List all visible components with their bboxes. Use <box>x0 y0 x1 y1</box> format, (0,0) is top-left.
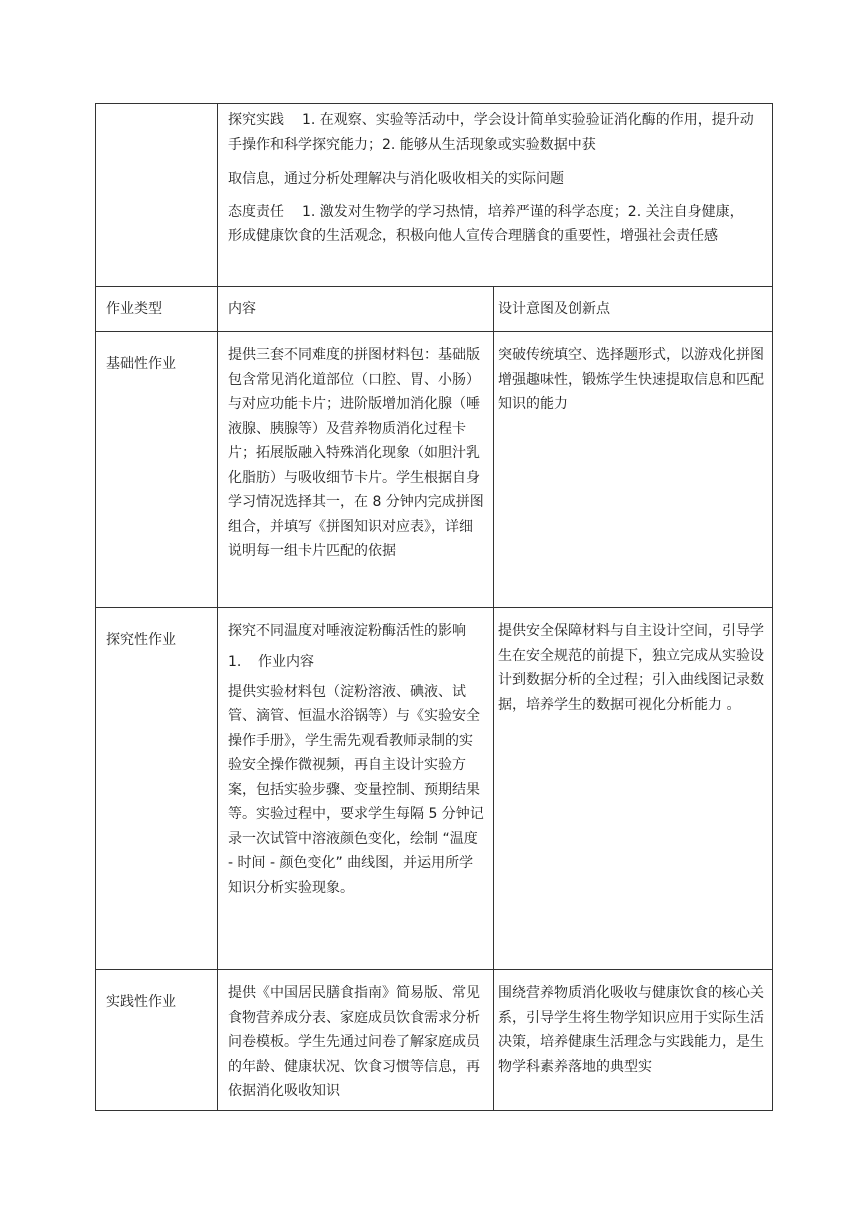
attitude-text: 1. 激发对生物学的学习热情，培养严谨的科学态度；2. 关注自身健康，形成健康饮食的生活观念，积极向他人宣传合理膳食的重要性，增强社会责任感 <box>228 203 744 244</box>
row-content-cell <box>218 970 494 1111</box>
row-intent-cell <box>494 608 773 970</box>
table-row-inquiry <box>96 608 773 970</box>
item-number: 1. <box>228 653 242 670</box>
row-content-title: 探究不同温度对唾液淀粉酶活性的影响 <box>228 623 466 639</box>
table-row-basic <box>96 332 773 608</box>
row-type-label: 探究性作业 <box>106 632 176 648</box>
table-header-row <box>96 287 773 332</box>
row-type-cell <box>96 608 218 970</box>
practice-label: 探究实践 <box>228 112 284 128</box>
item-label: 作业内容 <box>258 653 314 670</box>
row-intent-text: 围绕营养物质消化吸收与健康饮食的核心关系，引导学生将生物学知识应用于实际生活决策，培养健康生活理念与实践能力，是生物学科素养落地的典型实 <box>498 985 764 1075</box>
row-intent-cell <box>494 970 773 1111</box>
header-type: 作业类型 <box>96 287 218 332</box>
row-type-cell <box>96 970 218 1111</box>
row-content-cell <box>218 608 494 970</box>
header-content: 内容 <box>218 287 494 332</box>
header-intent: 设计意图及创新点 <box>494 287 773 332</box>
table-row-practical <box>96 970 773 1111</box>
objectives-row <box>96 104 773 287</box>
practice-text-1: 1. 在观察、实验等活动中，学会设计简单实验验证消化酶的作用，提升动手操作和科学探究能力；2. 能够从生活现象或实验数据中获 <box>228 112 754 153</box>
row-intent-cell <box>494 332 773 608</box>
objectives-cell <box>218 104 773 287</box>
row-content-text: 提供实验材料包（淀粉溶液、碘液、试管、滴管、恒温水浴锅等）与《实验安全操作手册》，学生需先观看教师录制的实验安全操作微视频，再自主设计实验方案，包括实验步骤、变量控制、预期结果等。实验过程中，要求学生每隔 5 分钟记录一次试管中溶液颜色变化，绘制 “温度 - 时间 - 颜色变化” 曲线图，并运用所学知识分析实验现象。 <box>228 683 484 896</box>
homework-design-table <box>95 103 773 1111</box>
row-content-cell <box>218 332 494 608</box>
row-intent-text: 突破传统填空、选择题形式，以游戏化拼图增强趣味性，锻炼学生快速提取信息和匹配知识的能力 <box>498 347 764 412</box>
row-content-text: 提供《中国居民膳食指南》简易版、常见食物营养成分表、家庭成员饮食需求分析问卷模板。学生先通过问卷了解家庭成员的年龄、健康状况、饮食习惯等信息，再依据消化吸收知识 <box>228 985 480 1099</box>
row-content-text: 提供三套不同难度的拼图材料包：基础版包含常见消化道部位（口腔、胃、小肠）与对应功能卡片；进阶版增加消化腺（唾液腺、胰腺等）及营养物质消化过程卡片；拓展版融入特殊消化现象（如胆汁乳化脂肪）与吸收细节卡片。学生根据自身学习情况选择其一，在 8 分钟内完成拼图组合，并填写《拼图知识对应表》，详细说明每一组卡片匹配的依据 <box>228 347 484 559</box>
attitude-label: 态度责任 <box>228 203 284 220</box>
row-intent-text: 提供安全保障材料与自主设计空间，引导学生在安全规范的前提下，独立完成从实验设计到数据分析的全过程；引入曲线图记录数据，培养学生的数据可视化分析能力 。 <box>498 623 764 713</box>
row-type-label: 基础性作业 <box>106 356 176 372</box>
numbered-item <box>228 650 485 674</box>
row-type-label: 实践性作业 <box>106 994 176 1010</box>
row-type-cell <box>96 332 218 608</box>
practice-text-2: 取信息，通过分析处理解决与消化吸收相关的实际问题 <box>228 171 564 187</box>
practice-paragraph <box>228 108 754 157</box>
objectives-empty-cell <box>96 104 218 287</box>
attitude-paragraph <box>228 200 754 249</box>
